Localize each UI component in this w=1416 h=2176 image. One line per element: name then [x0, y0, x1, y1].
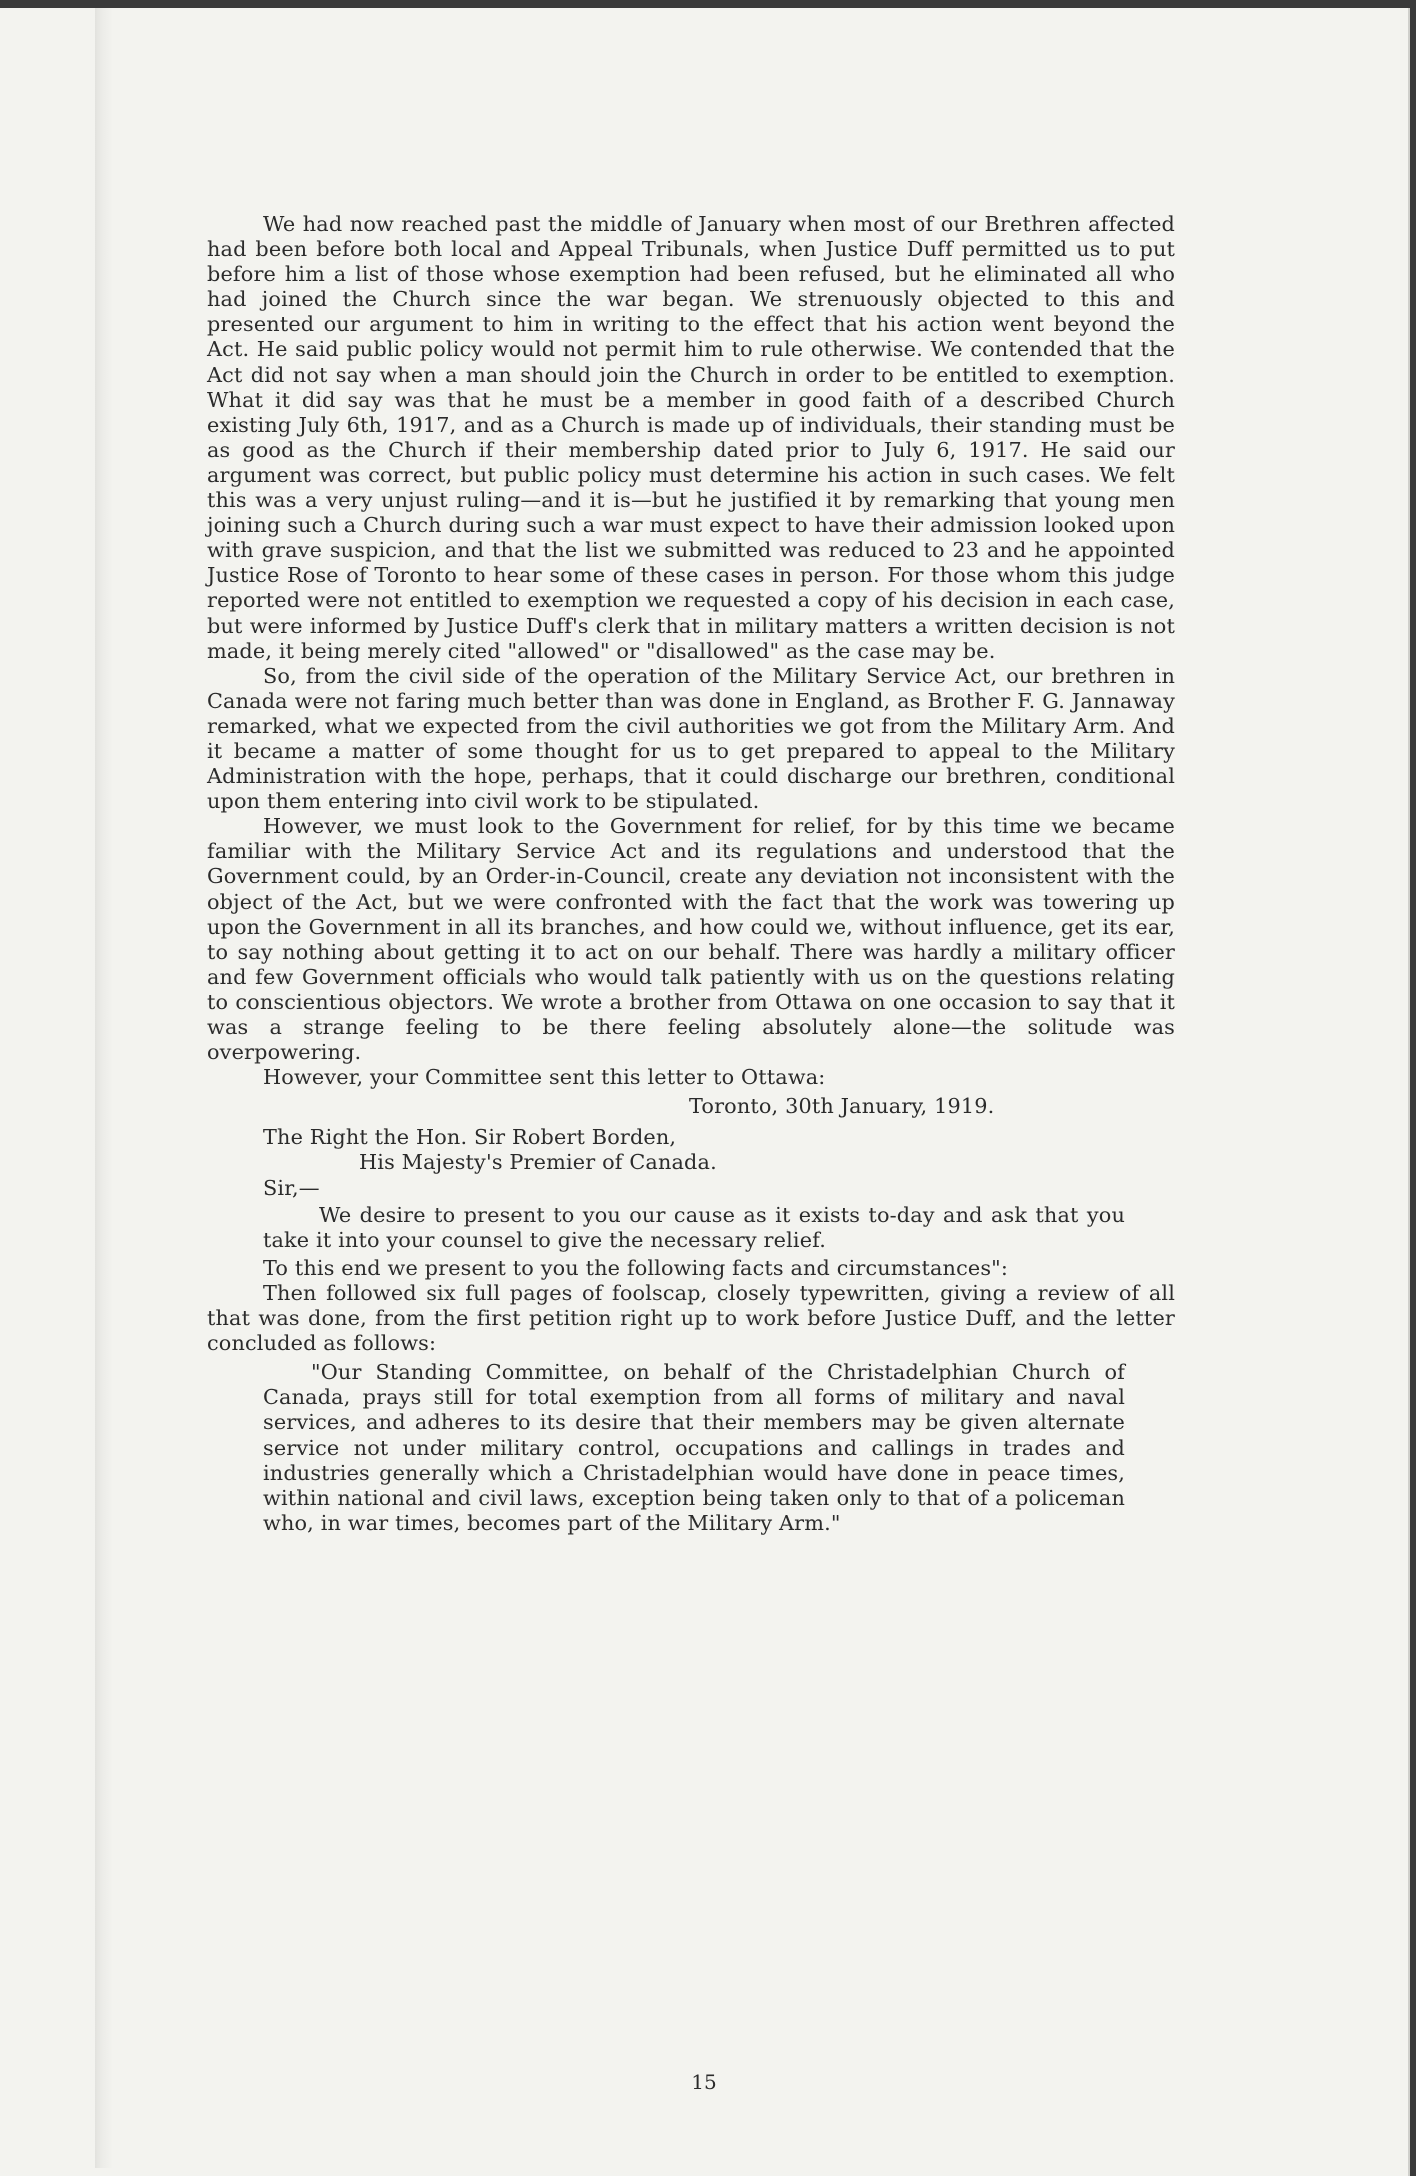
- page-number: 15: [691, 2070, 717, 2094]
- page-body: [207, 212, 1175, 1536]
- paragraph-1: We had now reached past the middle of January when most of our Brethren affected had been before both local and Appeal Tribunals, when Justice Duff permitted us to put before him a list of those whose exemption had been refused, but he eliminated all who had joined the Church since the war began. We strenuously objected to this and presented our argument to him in writing to the effect that his action went beyond the Act. He said public policy would not permit him to rule otherwise. We contended that the Act did not say when a man should join the Church in order to be entitled to exemption. What it did say was that he must be a member in good faith of a described Church existing July 6th, 1917, and as a Church is made up of individuals, their standing must be as good as the Church if their membership dated prior to July 6, 1917. He said our argument was correct, but public policy must determine his action in such cases. We felt this was a very unjust ruling—and it is—but he justified it by remarking that young men joining such a Church during such a war must expect to have their admission looked upon with grave suspicion, and that the list we submitted was reduced to 23 and he appointed Justice Rose of Toronto to hear some of these cases in person. For those whom this judge reported were not entitled to exemption we requested a copy of his decision in each case, but were informed by Justice Duff's clerk that in military matters a written decision is not made, it being merely cited "allowed" or "disallowed" as the case may be.: [207, 212, 1175, 663]
- letter-date: Toronto, 30th January, 1919.: [689, 1094, 995, 1119]
- paragraph-after-letter: Then followed six full pages of foolscap, closely typewritten, giving a review of all that was done, from the first petition right up to work before Justice Duff, and the letter concluded as follows:: [207, 1280, 1175, 1356]
- paragraph-3: However, we must look to the Government for relief, for by this time we became familiar with the Military Service Act and its regulations and understood that the Government could, by an Order-in-Council, create any deviation not inconsistent with the object of the Act, but we were confronted with the fact that the work was towering up upon the Government in all its branches, and how could we, without influence, get its ear, to say nothing about getting it to act on our behalf. There was hardly a military officer and few Government officials who would talk patiently with us on the questions relating to conscientious objectors. We wrote a brother from Ottawa on one occasion to say that it was a strange feeling to be there feeling absolutely alone—the solitude was overpowering.: [207, 814, 1175, 1065]
- paragraph-4: However, your Committee sent this letter to Ottawa:: [263, 1065, 826, 1090]
- binding-gutter: [95, 8, 113, 2168]
- letter-salutation: Sir,—: [263, 1175, 320, 1200]
- letter-body: We desire to present to you our cause as it exists to-day and ask that you take it into your counsel to give the necessary relief.: [263, 1202, 1125, 1252]
- letter-addressee-title: His Majesty's Premier of Canada.: [359, 1150, 717, 1175]
- letter-addressee-name: The Right the Hon. Sir Robert Borden,: [263, 1125, 677, 1150]
- paragraph-2: So, from the civil side of the operation of the Military Service Act, our brethren in Canada were not faring much better than was done in England, as Brother F. G. Jannaway remarked, what we expected from the civil authorities we got from the Military Arm. And it became a matter of some thought for us to get prepared to appeal to the Military Administration with the hope, perhaps, that it could discharge our brethren, conditional upon them entering into civil work to be stipulated.: [207, 663, 1175, 814]
- quoted-conclusion: "Our Standing Committee, on behalf of the Christadelphian Church of Canada, prays still for total exemption from all forms of military and naval services, and adheres to its desire that their members may be given alternate service not under military control, occupations and callings in trades and industries generally which a Christadelphian would have done in peace times, within national and civil laws, exception being taken only to that of a policeman who, in war times, becomes part of the Military Arm.": [263, 1360, 1125, 1535]
- letter-closing: To this end we present to you the following facts and circumstances":: [263, 1255, 1009, 1280]
